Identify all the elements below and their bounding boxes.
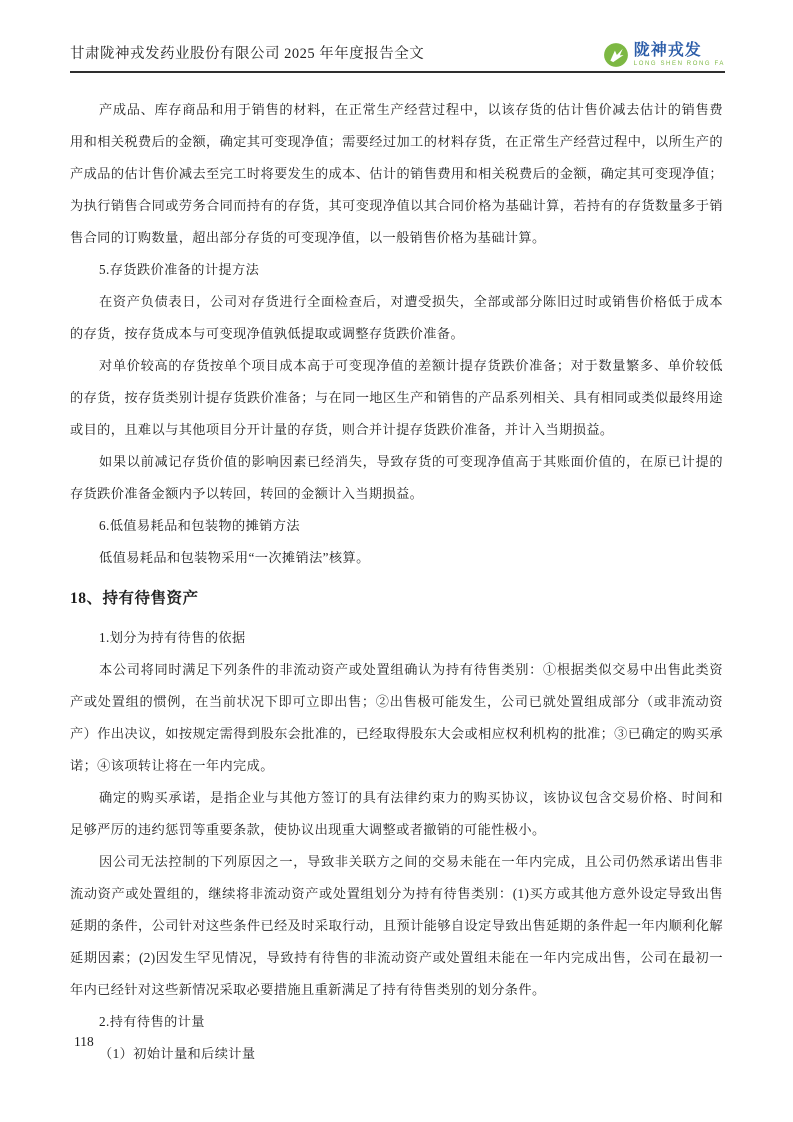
- body-paragraph: 因公司无法控制的下列原因之一，导致非关联方之间的交易未能在一年内完成，且公司仍然承诺出售非流动资产或处置组的，继续将非流动资产或处置组划分为持有待售类别：(1)买方或其他方意外设定导致出售延期的条件，公司针对这些条件已经及时采取行动，且预计能够自设定导致出售延期的条件起一年内顺利化解延期因素；(2)因发生罕见情况，导致持有待售的非流动资产或处置组未能在一年内完成出售，公司在最初一年内已经针对这些新情况采取必要措施且重新满足了持有待售类别的划分条件。: [70, 854, 723, 997]
- logo-company-name-en: LONG SHEN RONG FA: [633, 61, 725, 67]
- page-header: [70, 42, 725, 73]
- page-footer: [74, 1032, 94, 1052]
- subheading-initial-subsequent-measurement: （1）初始计量和后续计量: [99, 1046, 256, 1061]
- page-number: 118: [74, 1034, 94, 1049]
- company-logo: [603, 42, 725, 68]
- report-title: 甘肃陇神戎发药业股份有限公司 2025 年年度报告全文: [70, 46, 425, 62]
- logo-text: [634, 43, 725, 67]
- section-heading-18-held-for-sale: 18、持有待售资产: [70, 590, 199, 607]
- subheading-low-value-consumables: 6.低值易耗品和包装物的摊销方法: [99, 518, 300, 533]
- subheading-inventory-provision: 5.存货跌价准备的计提方法: [99, 262, 260, 277]
- body-paragraph: 在资产负债表日，公司对存货进行全面检查后，对遭受损失，全部或部分陈旧过时或销售价格低于成本的存货，按存货成本与可变现净值孰低提取或调整存货跌价准备。: [70, 294, 723, 341]
- body-paragraph: 低值易耗品和包装物采用“一次摊销法”核算。: [99, 550, 370, 565]
- body-paragraph: 产成品、库存商品和用于销售的材料，在正常生产经营过程中，以该存货的估计售价减去估计的销售费用和相关税费后的金额，确定其可变现净值；需要经过加工的材料存货，在正常生产经营过程中，以所生产的产成品的估计售价减去至完工时将要发生的成本、估计的销售费用和相关税费后的金额，确定其可变现净值；为执行销售合同或劳务合同而持有的存货，其可变现净值以其合同价格为基础计算，若持有的存货数量多于销售合同的订购数量，超出部分存货的可变现净值，以一般销售价格为基础计算。: [70, 102, 723, 245]
- logo-bird-icon: [603, 42, 629, 68]
- body-paragraph: 确定的购买承诺，是指企业与其他方签订的具有法律约束力的购买协议，该协议包含交易价格、时间和足够严厉的违约惩罚等重要条款，使协议出现重大调整或者撤销的可能性极小。: [70, 790, 723, 837]
- subheading-measurement: 2.持有待售的计量: [99, 1014, 205, 1029]
- body-paragraph: 如果以前减记存货价值的影响因素已经消失，导致存货的可变现净值高于其账面价值的，在原已计提的存货跌价准备金额内予以转回，转回的金额计入当期损益。: [70, 454, 723, 501]
- subheading-classification-basis: 1.划分为持有待售的依据: [99, 630, 246, 645]
- logo-company-name: 陇神戎发: [633, 42, 702, 59]
- document-body: [70, 94, 723, 1070]
- body-paragraph: 本公司将同时满足下列条件的非流动资产或处置组确认为持有待售类别：①根据类似交易中出售此类资产或处置组的惯例，在当前状况下即可立即出售；②出售极可能发生，公司已就处置组成部分（或非流动资产）作出决议，如按规定需得到股东会批准的，已经取得股东大会或相应权利机构的批准；③已确定的购买承诺；④该项转让将在一年内完成。: [70, 662, 723, 773]
- body-paragraph: 对单价较高的存货按单个项目成本高于可变现净值的差额计提存货跌价准备；对于数量繁多、单价较低的存货，按存货类别计提存货跌价准备；与在同一地区生产和销售的产品系列相关、具有相同或类似最终用途或目的，且难以与其他项目分开计量的存货，则合并计提存货跌价准备，并计入当期损益。: [70, 358, 723, 437]
